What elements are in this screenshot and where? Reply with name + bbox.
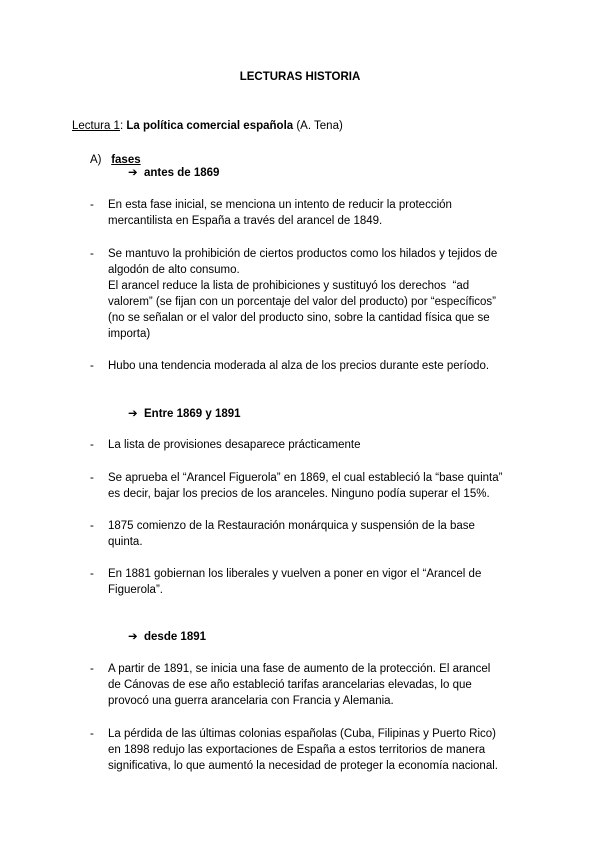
phase-heading-text: antes de 1869 xyxy=(144,167,220,179)
section-a-label: A) xyxy=(90,154,102,166)
lectura-name: La política comercial española xyxy=(126,120,294,132)
lectura-colon: : xyxy=(119,120,127,132)
list-item xyxy=(90,246,530,342)
list-item-text: En 1881 gobiernan los liberales y vuelven a poner en vigor el “Arancel de Figuerola”. xyxy=(108,568,482,596)
bullet-dash: - xyxy=(90,472,94,484)
list-item-text: Se aprueba el “Arancel Figuerola” en 1869, el cual estableció la “base quinta” es decir, bajar los precios de los aranceles. Ninguno podía superar el 15%. xyxy=(108,472,503,500)
list-item-text: 1875 comienzo de la Restauración monárquica y suspensión de la base quinta. xyxy=(108,520,475,548)
page-title: LECTURAS HISTORIA xyxy=(239,71,361,83)
phase-heading-text: Entre 1869 y 1891 xyxy=(144,408,241,420)
bullet-dash: - xyxy=(90,663,94,675)
phase-heading-2 xyxy=(128,406,241,422)
lectura-heading xyxy=(72,118,343,134)
list-item xyxy=(90,566,530,598)
list-item-text: Hubo una tendencia moderada al alza de los precios durante este período. xyxy=(108,360,490,372)
section-a-name: fases xyxy=(111,154,141,166)
list-item xyxy=(90,518,530,550)
bullet-dash: - xyxy=(90,439,94,451)
bullet-dash: - xyxy=(90,520,94,532)
lectura-label: Lectura 1 xyxy=(72,120,120,132)
list-item-text: A partir de 1891, se inicia una fase de aumento de la protección. El arancel de Cánovas de ese año estableció tarifas arancelarias elevadas, lo que provocó una guerra arancelaria con Francia y Alemania. xyxy=(108,663,491,707)
bullet-dash: - xyxy=(90,728,94,740)
list-item-text: La pérdida de las últimas colonias españolas (Cuba, Filipinas y Puerto Rico) en 1898 redujo las exportaciones de España a estos territorios de manera significativa, lo que aumentó la necesidad de proteger la economía nacional. xyxy=(108,728,498,772)
list-item-text: Se mantuvo la prohibición de ciertos productos como los hilados y tejidos de algodón de alto consumo. El arancel reduce la lista de prohibiciones y sustituyó los derechos “ad valorem” (se fijan con un porcentaje del valor del producto) por “específicos” (no se señalan or el valor del producto sino, sobre la cantidad física que se importa) xyxy=(108,248,498,340)
list-item xyxy=(90,726,530,774)
list-item-text: En esta fase inicial, se menciona un intento de reducir la protección mercantilista en España a través del arancel de 1849. xyxy=(108,199,452,227)
arrow-icon: ➔ xyxy=(128,167,138,179)
list-item-text: La lista de provisiones desaparece prácticamente xyxy=(108,439,361,451)
list-item xyxy=(90,358,530,374)
bullet-dash: - xyxy=(90,568,94,580)
phase-heading-3 xyxy=(128,629,206,645)
list-item xyxy=(90,470,530,502)
phase-heading-1 xyxy=(128,165,219,181)
list-item xyxy=(90,661,530,709)
lectura-author: (A. Tena) xyxy=(293,120,343,132)
list-item xyxy=(90,197,530,229)
list-item xyxy=(90,437,530,453)
bullet-dash: - xyxy=(90,248,94,260)
arrow-icon: ➔ xyxy=(128,631,138,643)
bullet-dash: - xyxy=(90,199,94,211)
arrow-icon: ➔ xyxy=(128,408,138,420)
phase-heading-text: desde 1891 xyxy=(144,631,207,643)
bullet-dash: - xyxy=(90,360,94,372)
